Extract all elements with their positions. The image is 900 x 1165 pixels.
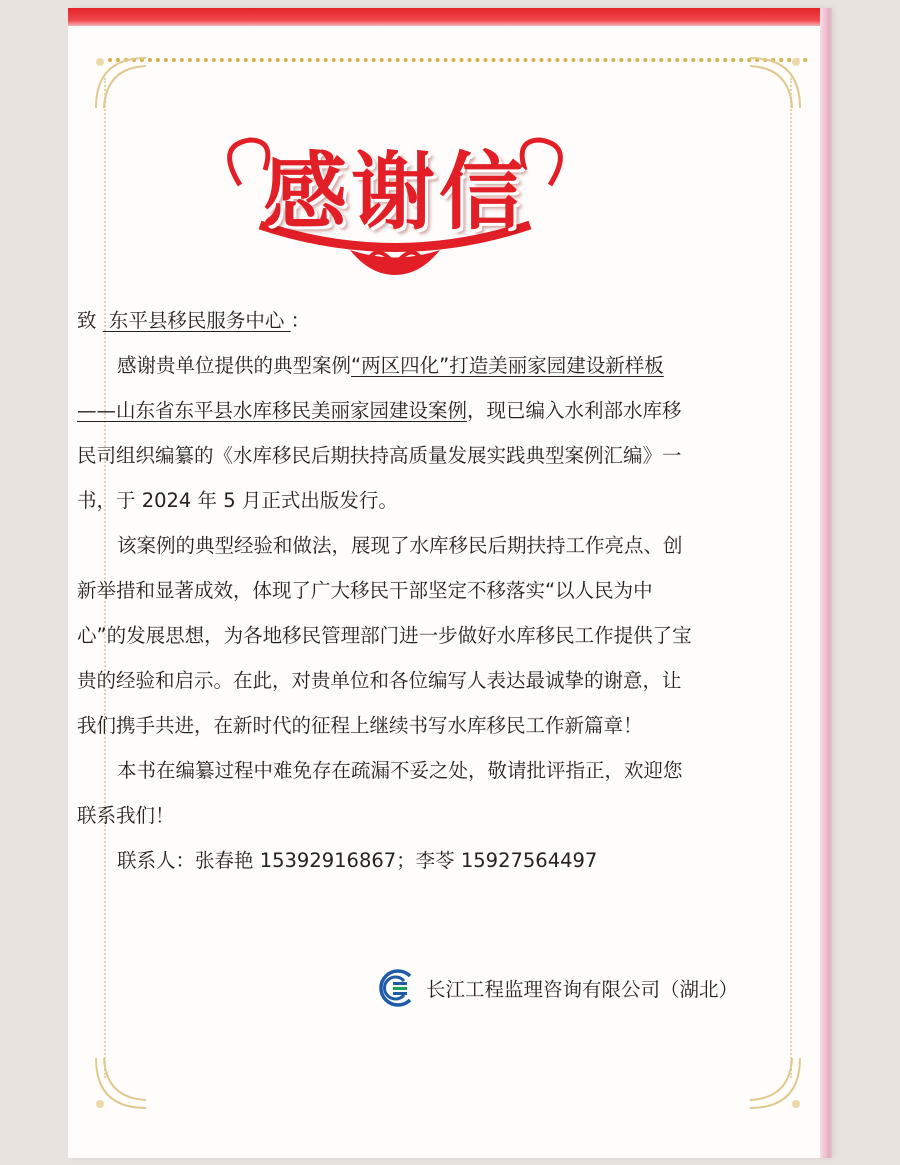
salutation (77, 298, 697, 343)
signature-block (376, 965, 738, 1011)
corner-ornament-icon (86, 48, 156, 118)
title-banner (220, 115, 570, 280)
company-name: 长江工程监理咨询有限公司（湖北） (426, 978, 739, 1001)
case-title: “两区四化”打造美丽家园建设新样板——山东省东平县水库移民美丽家园建设案例 (77, 354, 664, 422)
contact-line: 联系人：张春艳 15392916867；李苓 15927564497 (117, 849, 598, 872)
corner-ornament-icon (740, 1048, 810, 1118)
corner-ornament-icon (740, 48, 810, 118)
recipient-name: 东平县移民服务中心 (108, 309, 285, 332)
letter-title: 感谢信 (262, 142, 527, 241)
decorative-border-right (790, 78, 794, 1078)
corner-ornament-icon (86, 1048, 156, 1118)
paragraph-2: 该案例的典型经验和做法，展现了水库移民后期扶持工作亮点、创新举措和显著成效，体现了广大移民干部坚定不移落实“以人民为中心”的发展思想，为各地移民管理部门进一步做好水库移民工作提供了宝贵的经验和启示。在此，对贵单位和各位编写人表达最诚挚的谢意，让我们携手共进，在新时代的征程上继续书写水库移民工作新篇章！ (77, 534, 692, 737)
paragraph-3: 本书在编纂过程中难免存在疏漏不妥之处，敬请批评指正，欢迎您联系我们！ (77, 759, 683, 827)
changjiang-logo-icon (376, 968, 416, 1008)
salutation-suffix: ： (290, 309, 311, 332)
right-pink-edge (820, 8, 830, 1158)
salutation-prefix: 致 (77, 309, 97, 332)
letter-body (77, 298, 697, 883)
top-red-band (68, 8, 830, 26)
paragraph-1: 感谢贵单位提供的典型案例“两区四化”打造美丽家园建设新样板——山东省东平县水库移民美丽家园建设案例，现已编入水利部水库移民司组织编纂的《水库移民后期扶持高质量发展实践典型案例汇编》一书，于 2024 年 5 月正式出版发行。 (77, 354, 682, 512)
